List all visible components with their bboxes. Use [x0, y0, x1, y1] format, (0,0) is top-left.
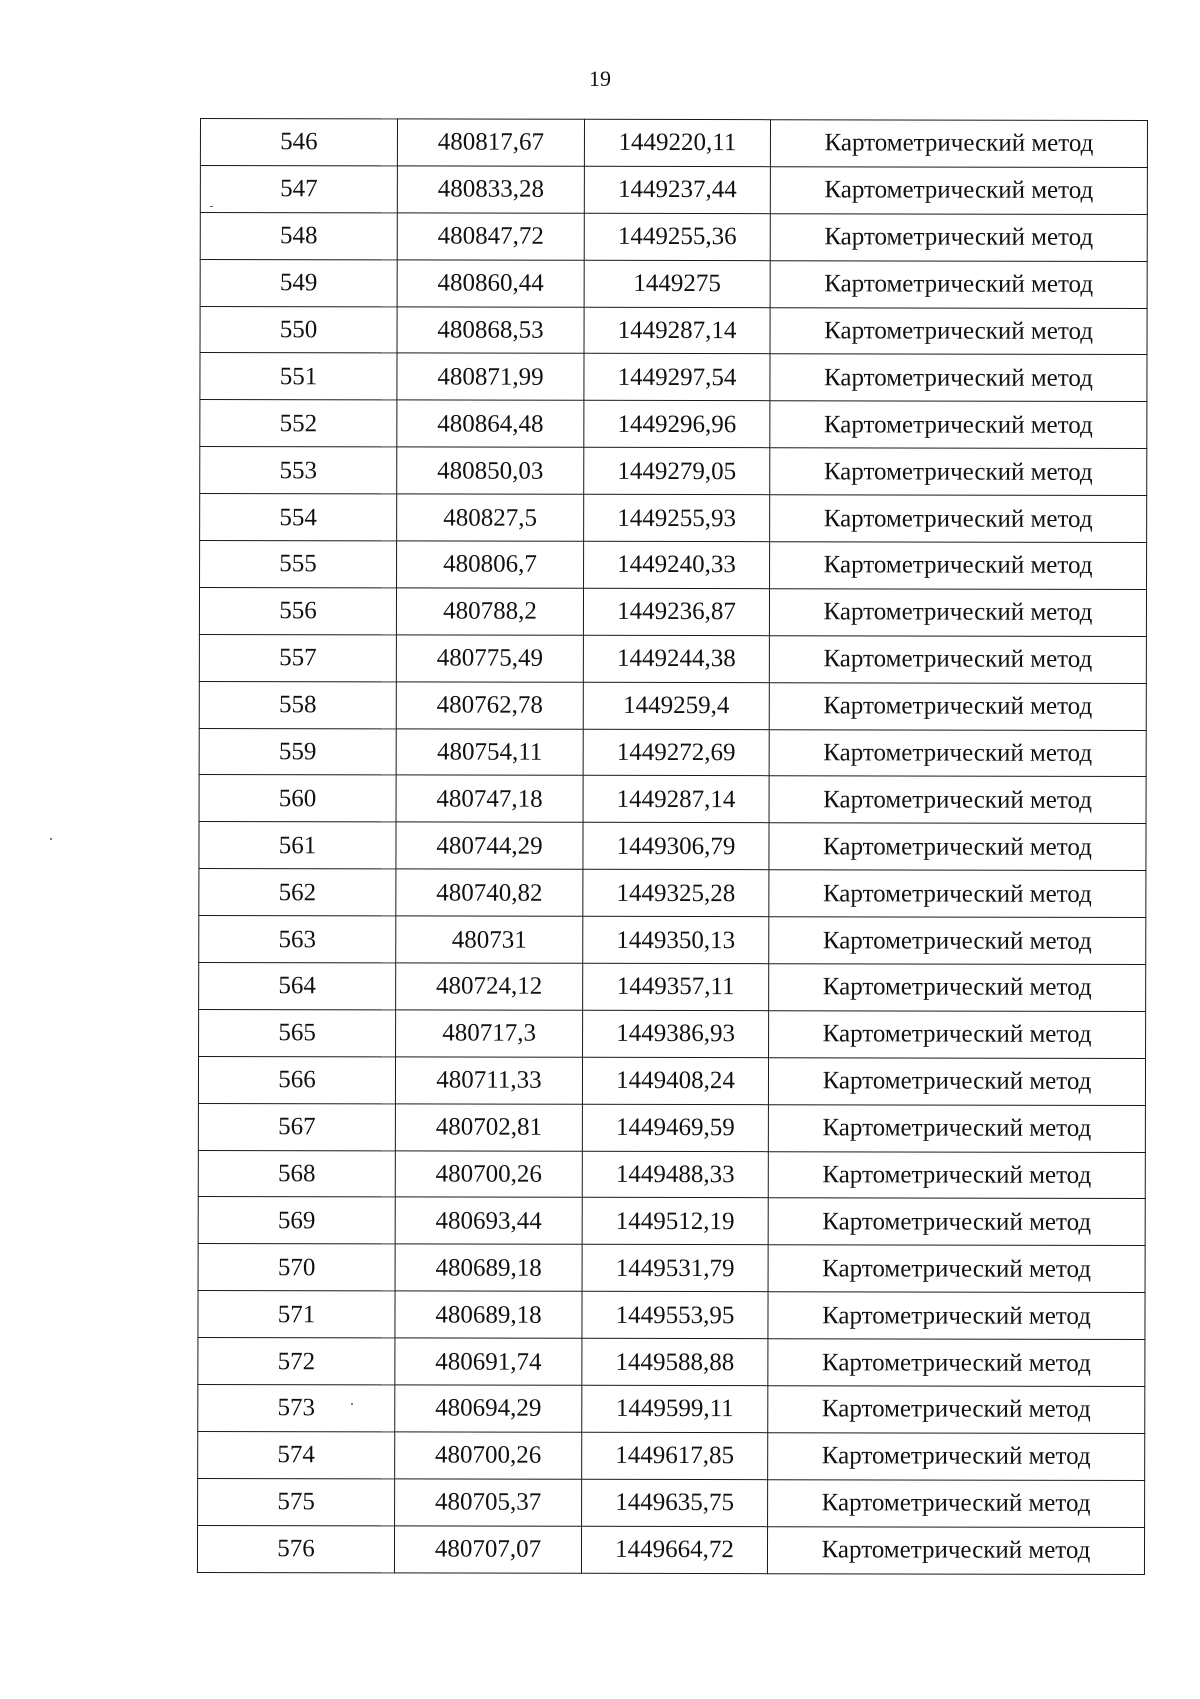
point-number-cell: 548	[200, 212, 397, 259]
table-row	[199, 869, 1146, 918]
y-coordinate-cell: 1449287,14	[584, 307, 770, 354]
x-coordinate-cell: 480711,33	[395, 1057, 582, 1104]
y-coordinate-cell: 1449553,95	[582, 1292, 768, 1339]
x-coordinate-cell: 480694,29	[395, 1385, 582, 1432]
x-coordinate-cell: 480691,74	[395, 1338, 582, 1385]
method-cell: Картометрический метод	[769, 682, 1146, 730]
point-number-cell: 556	[199, 587, 396, 634]
scan-speck	[210, 206, 213, 207]
method-cell: Картометрический метод	[769, 917, 1146, 965]
point-number-cell: 564	[199, 963, 396, 1010]
table-row	[200, 259, 1147, 308]
method-cell: Картометрический метод	[770, 167, 1147, 215]
x-coordinate-cell: 480775,49	[396, 635, 583, 682]
x-coordinate-cell: 480864,48	[397, 400, 584, 447]
y-coordinate-cell: 1449236,87	[583, 588, 769, 635]
table-row	[199, 916, 1146, 965]
y-coordinate-cell: 1449275	[584, 260, 770, 307]
point-number-cell: 570	[198, 1244, 395, 1291]
y-coordinate-cell: 1449279,05	[584, 448, 770, 495]
method-cell: Картометрический метод	[770, 542, 1147, 590]
y-coordinate-cell: 1449531,79	[582, 1245, 768, 1292]
method-cell: Картометрический метод	[768, 1480, 1145, 1528]
x-coordinate-cell: 480868,53	[397, 306, 584, 353]
point-number-cell: 559	[199, 728, 396, 775]
y-coordinate-cell: 1449297,54	[584, 354, 770, 401]
table-row	[199, 1009, 1146, 1058]
point-number-cell: 572	[198, 1338, 395, 1385]
y-coordinate-cell: 1449325,28	[583, 870, 769, 917]
y-coordinate-cell: 1449287,14	[583, 776, 769, 823]
y-coordinate-cell: 1449244,38	[583, 635, 769, 682]
y-coordinate-cell: 1449259,4	[583, 682, 769, 729]
point-number-cell: 567	[198, 1103, 395, 1150]
point-number-cell: 558	[199, 681, 396, 728]
table-row	[200, 119, 1147, 168]
table-row	[198, 1478, 1145, 1527]
method-cell: Картометрический метод	[770, 213, 1147, 261]
y-coordinate-cell: 1449599,11	[582, 1385, 768, 1432]
table-row	[200, 494, 1147, 543]
table-row	[200, 400, 1147, 449]
method-cell: Картометрический метод	[770, 260, 1147, 308]
y-coordinate-cell: 1449255,36	[584, 213, 770, 260]
x-coordinate-cell: 480747,18	[396, 775, 583, 822]
table-row	[198, 1103, 1145, 1152]
method-cell: Картометрический метод	[768, 1339, 1145, 1387]
table-row	[199, 681, 1146, 730]
point-number-cell: 565	[199, 1009, 396, 1056]
y-coordinate-cell: 1449488,33	[582, 1151, 768, 1198]
table-row	[200, 212, 1147, 261]
table-row	[200, 165, 1147, 214]
point-number-cell: 560	[199, 775, 396, 822]
table-row	[200, 541, 1147, 590]
y-coordinate-cell: 1449386,93	[583, 1010, 769, 1057]
x-coordinate-cell: 480689,18	[395, 1291, 582, 1338]
x-coordinate-cell: 480817,67	[397, 119, 584, 166]
table-row	[199, 775, 1146, 824]
x-coordinate-cell: 480740,82	[396, 869, 583, 916]
x-coordinate-cell: 480724,12	[396, 963, 583, 1010]
y-coordinate-cell: 1449255,93	[584, 494, 770, 541]
x-coordinate-cell: 480788,2	[396, 588, 583, 635]
y-coordinate-cell: 1449350,13	[583, 916, 769, 963]
method-cell: Картометрический метод	[770, 307, 1147, 355]
method-cell: Картометрический метод	[768, 1104, 1145, 1152]
method-cell: Картометрический метод	[768, 1433, 1145, 1481]
point-number-cell: 569	[198, 1197, 395, 1244]
point-number-cell: 563	[199, 916, 396, 963]
table-row	[198, 1056, 1145, 1105]
y-coordinate-cell: 1449617,85	[582, 1432, 768, 1479]
method-cell: Картометрический метод	[769, 964, 1146, 1012]
coordinates-table-body	[197, 119, 1147, 1575]
x-coordinate-cell: 480754,11	[396, 728, 583, 775]
method-cell: Картометрический метод	[769, 589, 1146, 637]
table-row	[199, 634, 1146, 683]
point-number-cell: 555	[200, 541, 397, 588]
method-cell: Картометрический метод	[768, 1386, 1145, 1434]
method-cell: Картометрический метод	[769, 870, 1146, 918]
x-coordinate-cell: 480693,44	[395, 1197, 582, 1244]
y-coordinate-cell: 1449469,59	[582, 1104, 768, 1151]
method-cell: Картометрический метод	[769, 1011, 1146, 1059]
point-number-cell: 561	[199, 822, 396, 869]
table-row	[199, 587, 1146, 636]
method-cell: Картометрический метод	[769, 635, 1146, 683]
point-number-cell: 551	[200, 353, 397, 400]
x-coordinate-cell: 480705,37	[395, 1479, 582, 1526]
table-row	[198, 1291, 1145, 1340]
method-cell: Картометрический метод	[768, 1151, 1145, 1199]
x-coordinate-cell: 480762,78	[396, 682, 583, 729]
method-cell: Картометрический метод	[770, 120, 1147, 168]
x-coordinate-cell: 480731	[396, 916, 583, 963]
x-coordinate-cell: 480860,44	[397, 260, 584, 307]
method-cell: Картометрический метод	[769, 823, 1146, 871]
x-coordinate-cell: 480827,5	[397, 494, 584, 541]
point-number-cell: 571	[198, 1291, 395, 1338]
table-row	[198, 1244, 1145, 1293]
y-coordinate-cell: 1449408,24	[582, 1057, 768, 1104]
x-coordinate-cell: 480689,18	[395, 1244, 582, 1291]
method-cell: Картометрический метод	[770, 448, 1147, 496]
x-coordinate-cell: 480806,7	[397, 541, 584, 588]
y-coordinate-cell: 1449635,75	[582, 1479, 768, 1526]
point-number-cell: 575	[198, 1478, 395, 1525]
scan-speck	[50, 838, 52, 840]
y-coordinate-cell: 1449664,72	[581, 1526, 767, 1573]
x-coordinate-cell: 480850,03	[397, 447, 584, 494]
method-cell: Картометрический метод	[768, 1292, 1145, 1340]
point-number-cell: 573	[198, 1385, 395, 1432]
point-number-cell: 550	[200, 306, 397, 353]
x-coordinate-cell: 480717,3	[396, 1010, 583, 1057]
x-coordinate-cell: 480847,72	[397, 213, 584, 260]
point-number-cell: 554	[200, 494, 397, 541]
point-number-cell: 553	[200, 447, 397, 494]
y-coordinate-cell: 1449306,79	[583, 823, 769, 870]
point-number-cell: 549	[200, 259, 397, 306]
table-row	[198, 1431, 1145, 1480]
page-number: 19	[589, 66, 611, 91]
method-cell: Картометрический метод	[769, 776, 1146, 824]
point-number-cell: 547	[200, 165, 397, 212]
table-row	[200, 447, 1147, 496]
y-coordinate-cell: 1449512,19	[582, 1198, 768, 1245]
table-row	[199, 728, 1146, 777]
point-number-cell: 546	[200, 119, 397, 166]
method-cell: Картометрический метод	[769, 729, 1146, 777]
y-coordinate-cell: 1449296,96	[584, 401, 770, 448]
point-number-cell: 552	[200, 400, 397, 447]
x-coordinate-cell: 480833,28	[397, 166, 584, 213]
x-coordinate-cell: 480707,07	[394, 1526, 581, 1573]
table-row	[198, 1197, 1145, 1246]
method-cell: Картометрический метод	[768, 1245, 1145, 1293]
y-coordinate-cell: 1449588,88	[582, 1338, 768, 1385]
table-row	[199, 963, 1146, 1012]
point-number-cell: 562	[199, 869, 396, 916]
y-coordinate-cell: 1449272,69	[583, 729, 769, 776]
table-row	[200, 353, 1147, 402]
coordinates-table	[197, 118, 1148, 1575]
point-number-cell: 576	[197, 1525, 394, 1572]
point-number-cell: 574	[198, 1431, 395, 1478]
table-row	[198, 1150, 1145, 1199]
method-cell: Картометрический метод	[770, 401, 1147, 449]
table-row	[198, 1338, 1145, 1387]
method-cell: Картометрический метод	[768, 1058, 1145, 1106]
x-coordinate-cell: 480871,99	[397, 353, 584, 400]
point-number-cell: 566	[198, 1056, 395, 1103]
x-coordinate-cell: 480700,26	[395, 1151, 582, 1198]
point-number-cell: 568	[198, 1150, 395, 1197]
table-row	[198, 1385, 1145, 1434]
y-coordinate-cell: 1449237,44	[584, 166, 770, 213]
method-cell: Картометрический метод	[770, 495, 1147, 543]
table-row	[200, 306, 1147, 355]
scan-speck	[351, 1403, 353, 1405]
table-row	[197, 1525, 1144, 1574]
y-coordinate-cell: 1449240,33	[584, 541, 770, 588]
point-number-cell: 557	[199, 634, 396, 681]
x-coordinate-cell: 480702,81	[395, 1104, 582, 1151]
y-coordinate-cell: 1449357,11	[583, 963, 769, 1010]
method-cell: Картометрический метод	[767, 1526, 1144, 1574]
x-coordinate-cell: 480744,29	[396, 822, 583, 869]
table-row	[199, 822, 1146, 871]
y-coordinate-cell: 1449220,11	[584, 119, 770, 166]
method-cell: Картометрический метод	[770, 354, 1147, 402]
method-cell: Картометрический метод	[768, 1198, 1145, 1246]
x-coordinate-cell: 480700,26	[395, 1432, 582, 1479]
